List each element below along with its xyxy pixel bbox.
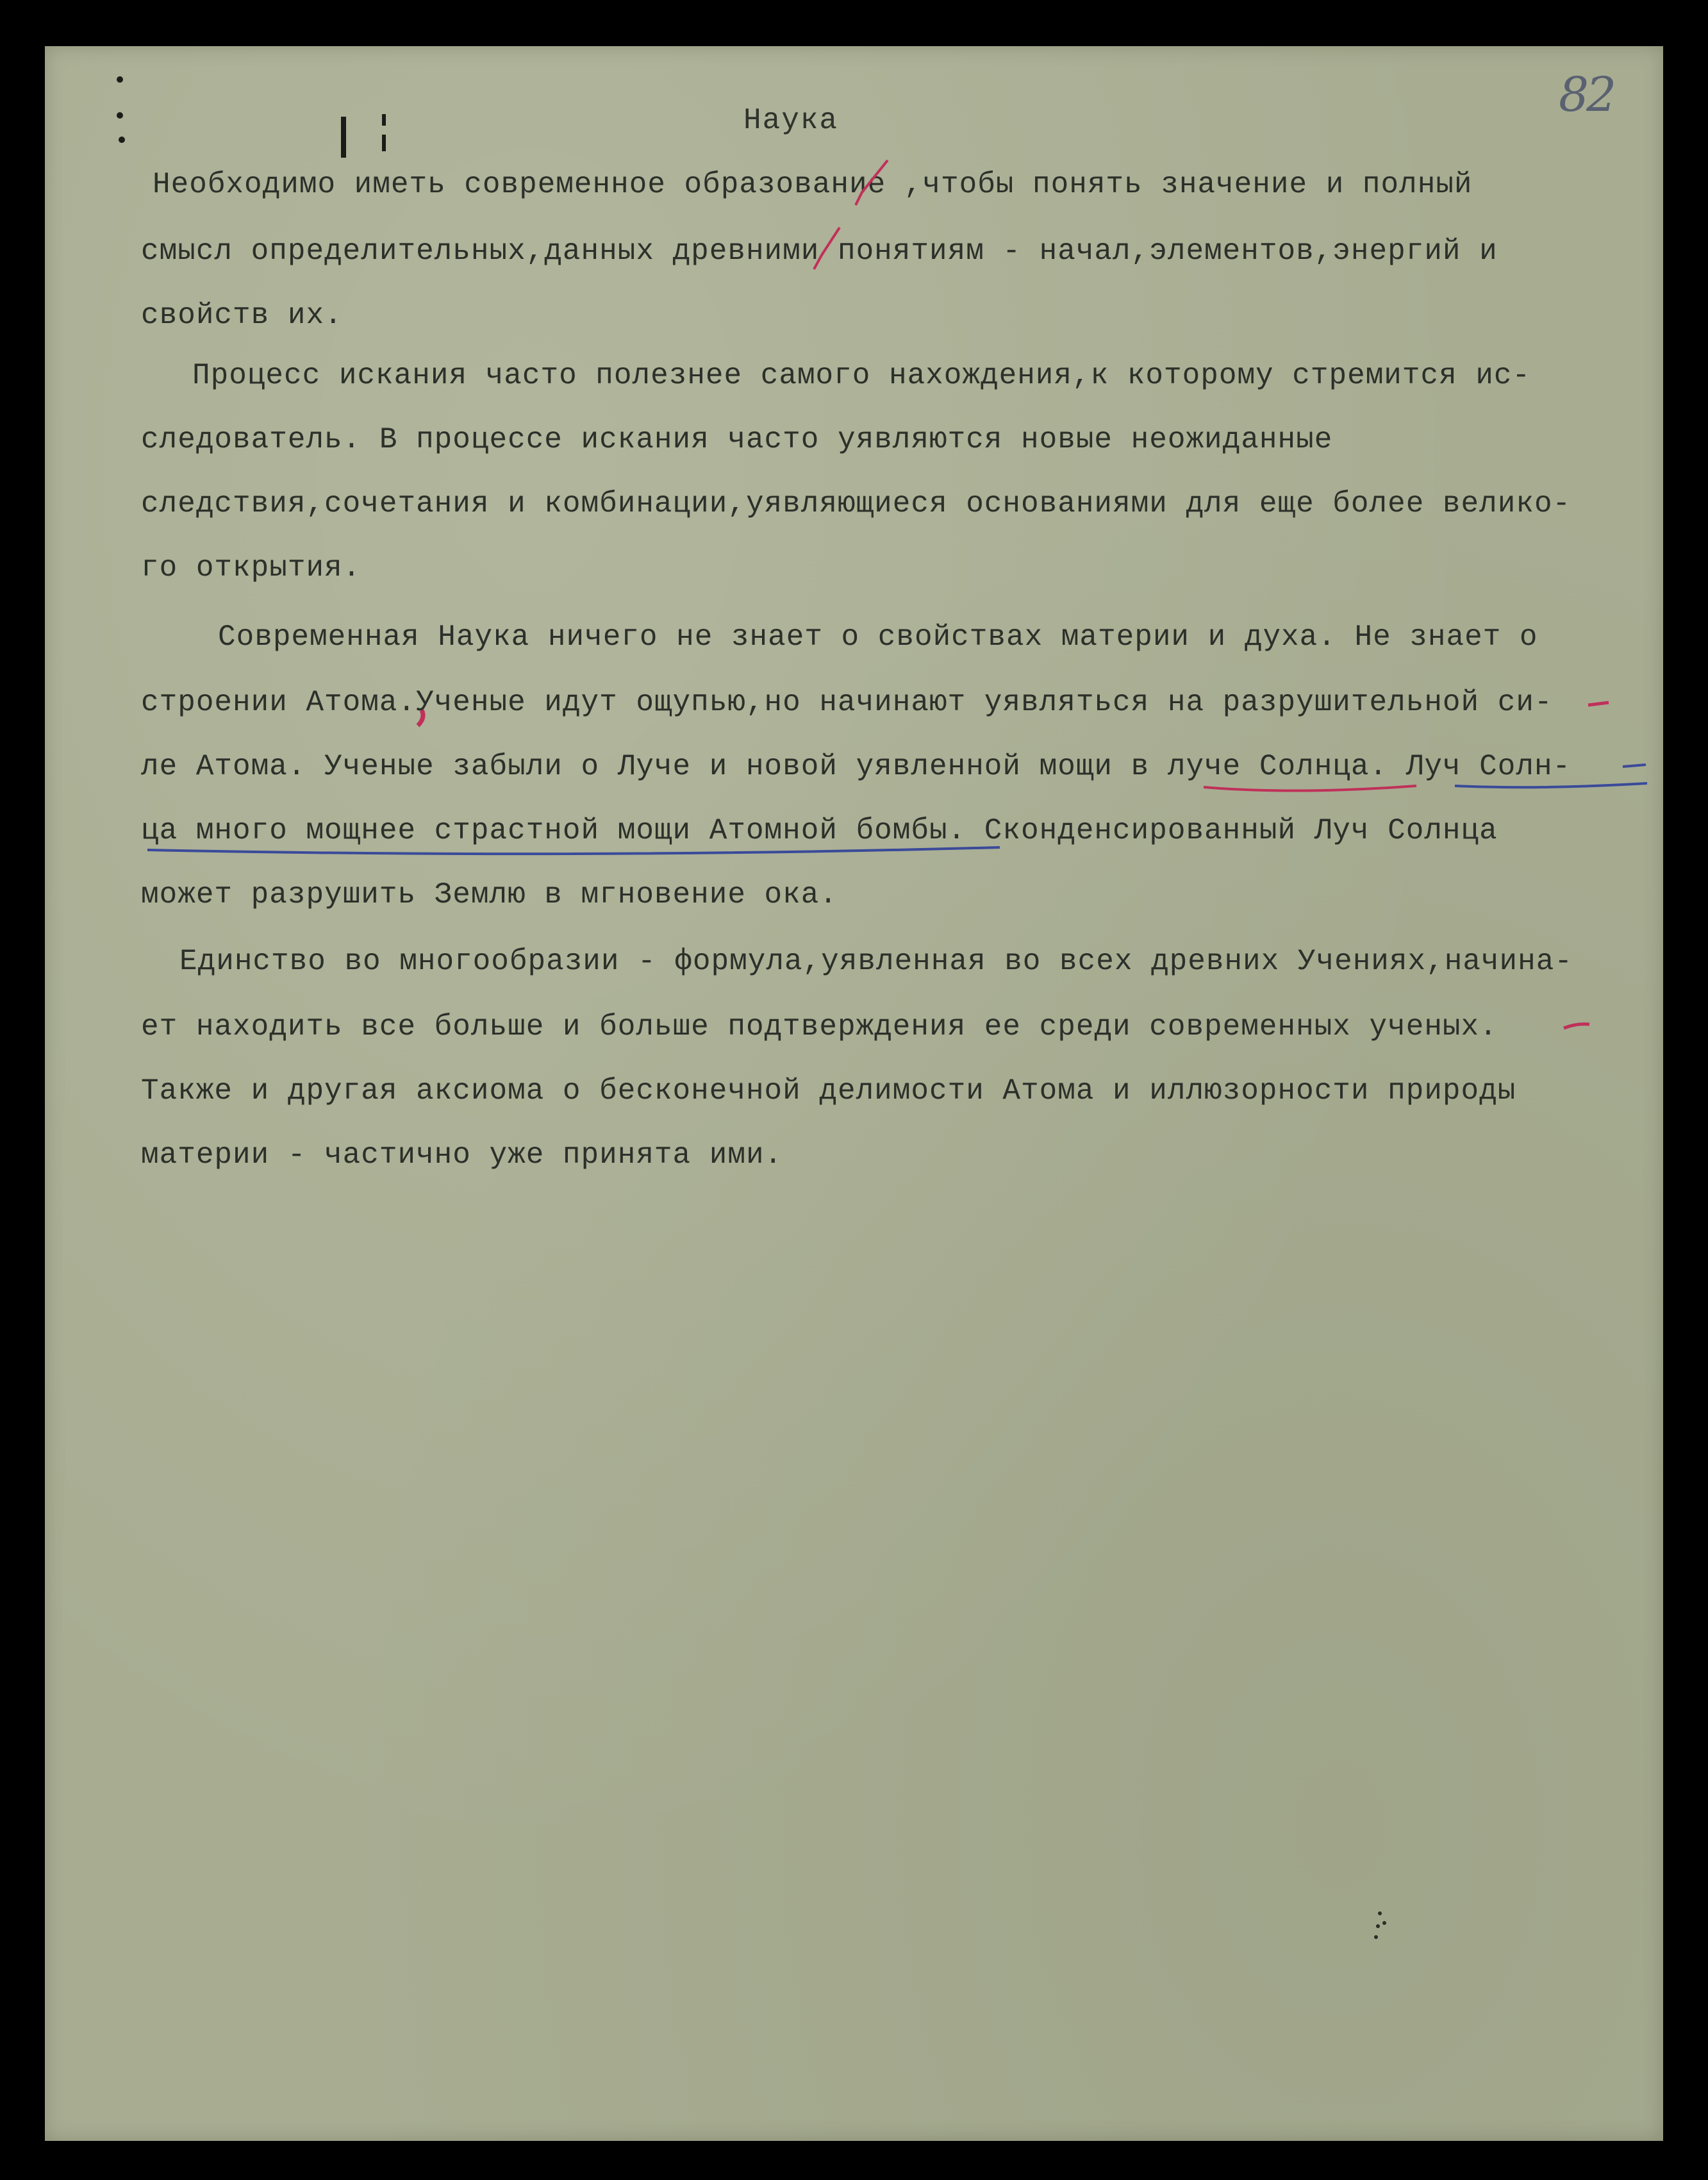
text-line: может разрушить Землю в мгновение ока.: [141, 878, 838, 911]
text-line: материи - частично уже принята ими.: [141, 1138, 783, 1172]
text-line: следствия,сочетания и комбинации,уявляющиеся основаниями для еще более велико-: [141, 487, 1571, 520]
text-line: Также и другая аксиома о бесконечной делимости Атома и иллюзорности природы: [141, 1074, 1516, 1108]
red-check-mark: [856, 160, 888, 205]
text-line: строении Атома.Ученые идут ощупью,но начинают уявляться на разрушительной си-: [141, 686, 1553, 719]
red-comma-mark: [418, 710, 423, 726]
page-title: Наука: [743, 104, 839, 137]
text-line: Единство во многообразии - формула,уявленная во всех древних Учениях,начина-: [179, 945, 1573, 978]
folio-number: 82: [1559, 67, 1614, 122]
red-dash-mark: [1564, 1024, 1589, 1028]
text-line: Процесс искания часто полезнее самого нахождения,к которому стремится ис-: [192, 359, 1531, 392]
text-line: го открытия.: [141, 551, 361, 585]
text-line: Необходимо иметь современное образование ,чтобы понять значение и полный: [153, 168, 1473, 201]
text-line: ет находить все больше и больше подтверждения ее среди современных ученых.: [141, 1010, 1498, 1044]
text-line: свойств их.: [141, 299, 343, 332]
text-line: следователь. В процессе искания часто уявляются новые неожиданные: [141, 423, 1333, 456]
text-line: ца много мощнее страстной мощи Атомной бомбы. Сконденсированный Луч Солнца: [141, 814, 1498, 847]
text-line: смысл определительных,данных древними понятиям - начал,элементов,энергий и: [141, 235, 1498, 268]
blue-underline: [1455, 783, 1647, 787]
blue-underline: [147, 847, 1000, 854]
red-check-mark: [814, 228, 840, 269]
text-line: ле Атома. Ученые забыли о Луче и новой уявленной мощи в луче Солнца. Луч Солн-: [141, 750, 1571, 783]
blue-hyphen-mark: [1623, 765, 1646, 767]
red-underline: [1204, 786, 1416, 791]
red-hyphen-mark: [1588, 703, 1609, 705]
text-line: Современная Наука ничего не знает о свойствах материи и духа. Не знает о: [218, 620, 1538, 654]
